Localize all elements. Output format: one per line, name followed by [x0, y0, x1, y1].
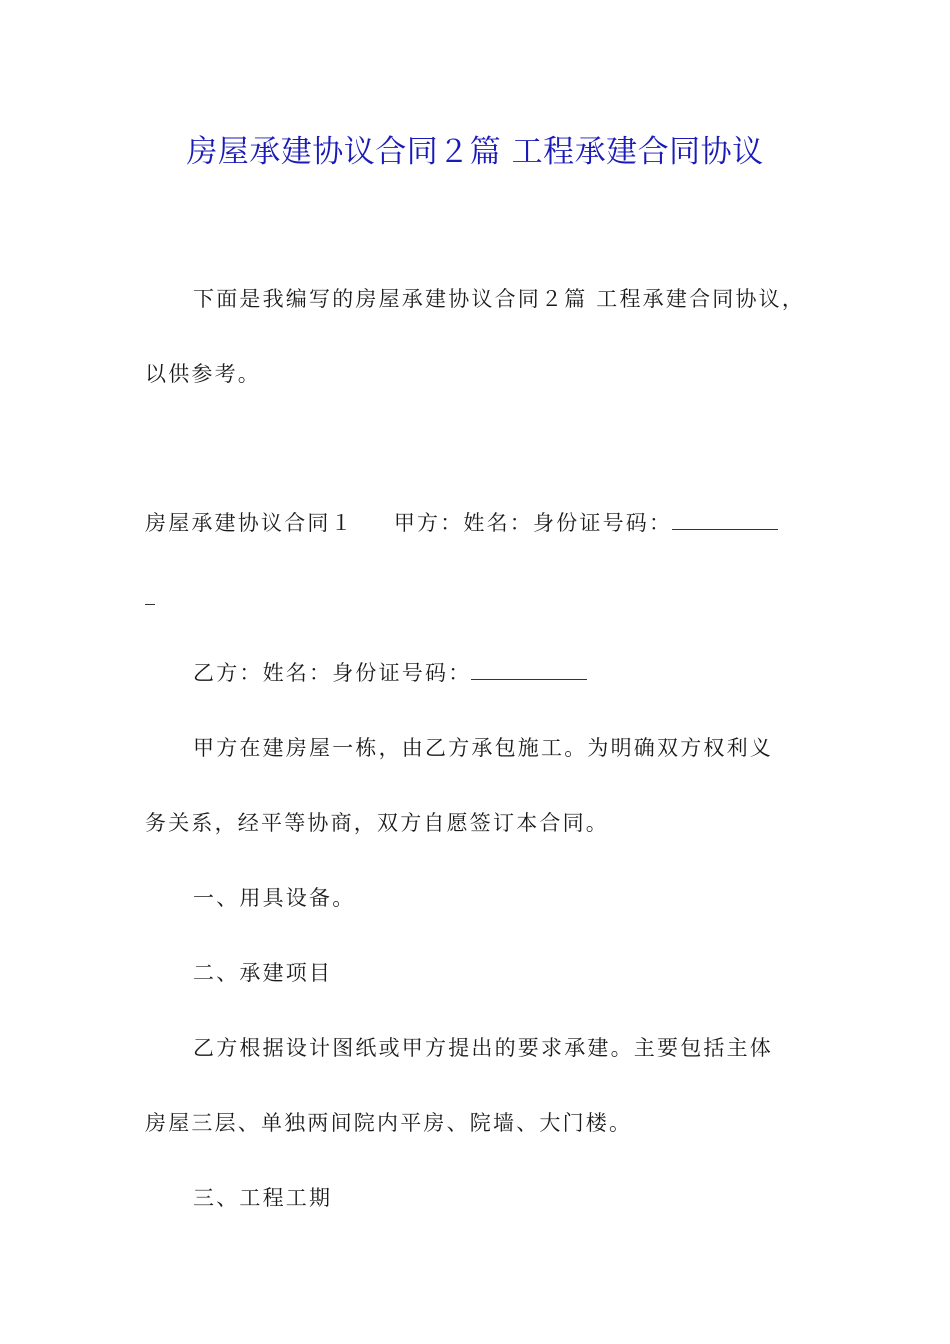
- section-2-text-line-1: 乙方根据设计图纸或甲方提出的要求承建。主要包括主体: [193, 1036, 773, 1060]
- intro-line-1: 下面是我编写的房屋承建协议合同２篇 工程承建合同协议，: [193, 287, 806, 311]
- contract-heading: 房屋承建协议合同１: [145, 511, 354, 535]
- document-body: [145, 262, 810, 1236]
- party-a-id-blank-tail[interactable]: [145, 584, 155, 605]
- party-b-id-blank[interactable]: [471, 659, 587, 680]
- paragraph-gap: [145, 412, 810, 486]
- party-a-label: 甲方：姓名：身份证号码：: [393, 511, 673, 535]
- section-2-text-line-2: 房屋三层、单独两间院内平房、院墙、大门楼。: [145, 1111, 633, 1135]
- party-b-line: [145, 636, 810, 711]
- contract-heading-line: [145, 486, 810, 561]
- intro-line-2: 以供参考。: [145, 362, 261, 386]
- document-title: 房屋承建协议合同２篇 工程承建合同协议: [186, 134, 764, 170]
- contract-intro-line-1: 甲方在建房屋一栋，由乙方承包施工。为明确双方权利义: [193, 736, 773, 760]
- party-a-id-blank[interactable]: [672, 509, 778, 530]
- section-1-heading: 一、用具设备。: [193, 886, 356, 910]
- section-2-heading: 二、承建项目: [193, 961, 333, 985]
- section-3-heading: 三、工程工期: [193, 1186, 333, 1210]
- contract-intro-line-2: 务关系，经平等协商，双方自愿签订本合同。: [145, 811, 609, 835]
- party-a-blank-continuation: [145, 561, 810, 636]
- party-b-label: 乙方：姓名：身份证号码：: [193, 661, 472, 685]
